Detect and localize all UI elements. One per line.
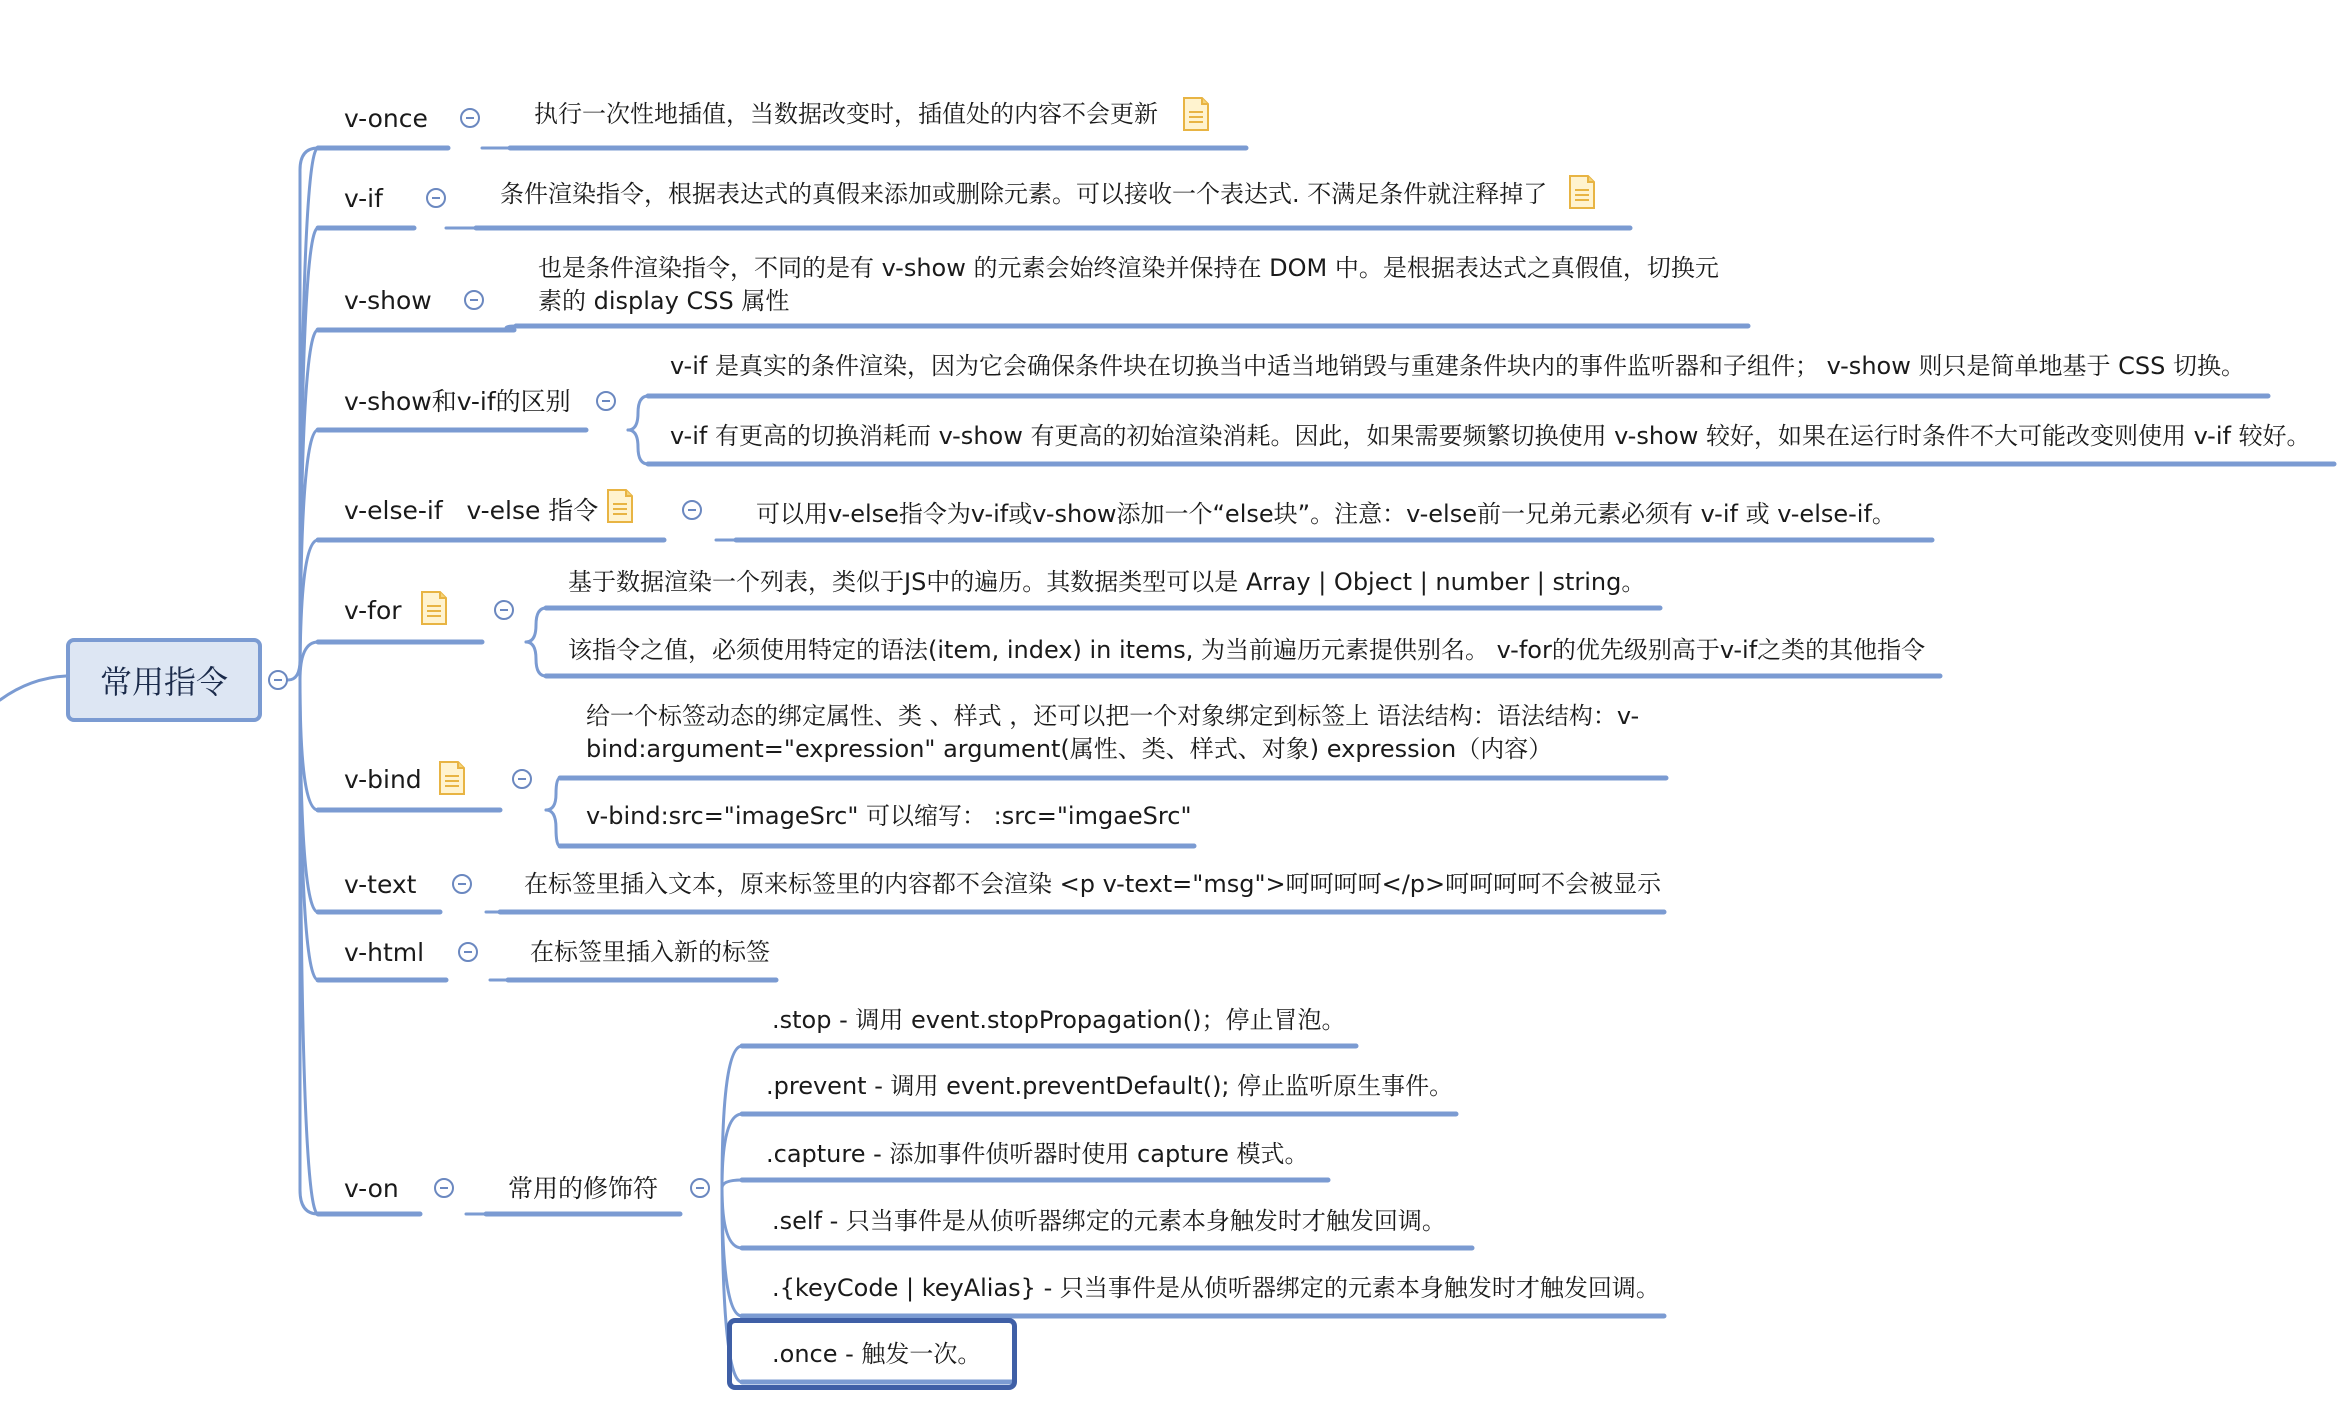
leaf-connector [722,1188,742,1248]
leaf-v-else[interactable]: 可以用v-else指令为v-if或v-show添加一个“else块”。注意：v-else前一兄弟元素必须有 v-if 或 v-else-if。 [756,500,1896,528]
root-collapse-icon[interactable] [268,670,288,690]
branch-modifiers[interactable]: 常用的修饰符 [508,1174,659,1203]
branch-v-html[interactable]: v-html [344,938,425,967]
collapse-icon[interactable] [690,1178,710,1198]
leaf-v-if[interactable]: 条件渲染指令，根据表达式的真假来添加或删除元素。可以接收一个表达式. 不满足条件就注释掉了 [500,180,1548,208]
branch-v-if[interactable]: v-if [344,184,383,213]
branch-v-show-vs-v-if[interactable]: v-show和v-if的区别 [344,387,571,416]
collapse-icon[interactable] [596,391,616,411]
leaf-connector [722,1180,742,1188]
collapse-icon[interactable] [460,108,480,128]
leaf-v-once[interactable]: 执行一次性地插值，当数据改变时，插值处的内容不会更新 [534,100,1158,128]
branch-v-else-if[interactable]: v-else-if v-else 指令 [344,496,599,525]
branch-v-on[interactable]: v-on [344,1174,399,1203]
leaf-v-text[interactable]: 在标签里插入文本，原来标签里的内容都不会渲染 <p v-text="msg">呵呵呵呵</p>呵呵呵呵不会被显示 [524,870,1662,898]
leaf-modifier-prevent[interactable]: .prevent - 调用 event.preventDefault(); 停止监听原生事件。 [766,1072,1454,1100]
collapse-icon[interactable] [452,874,472,894]
leaf-connector [628,396,648,430]
leaf-connector [526,642,546,676]
branch-connector [300,642,318,680]
collapse-icon[interactable] [458,942,478,962]
leaf-modifier-capture[interactable]: .capture - 添加事件侦听器时使用 capture 模式。 [766,1140,1309,1168]
leaf-connector [722,1114,742,1188]
collapse-icon[interactable] [512,769,532,789]
root-node-label: 常用指令 [99,663,228,701]
leaf-modifier-stop[interactable]: .stop - 调用 event.stopPropagation()；停止冒泡。 [772,1006,1346,1034]
leaf-v-html[interactable]: 在标签里插入新的标签 [530,938,770,966]
leaf-connector [526,608,546,642]
branch-v-bind[interactable]: v-bind [344,765,422,794]
root-node[interactable] [66,638,262,722]
collapse-icon[interactable] [464,290,484,310]
branch-v-for[interactable]: v-for [344,596,402,625]
leaf-connector [722,1046,742,1188]
note-icon[interactable] [1182,96,1210,132]
leaf-v-bind-2[interactable]: v-bind:src="imageSrc" 可以缩写： :src="imgaeSrc" [586,802,1192,830]
collapse-icon[interactable] [494,600,514,620]
note-icon[interactable] [438,760,466,796]
branch-v-once[interactable]: v-once [344,104,428,133]
leaf-connector [546,810,560,846]
leaf-modifier-self[interactable]: .self - 只当事件是从侦听器绑定的元素本身触发时才触发回调。 [772,1207,1446,1235]
connector-line [0,676,66,700]
collapse-icon[interactable] [682,500,702,520]
note-icon[interactable] [606,488,634,524]
leaf-diff-2[interactable]: v-if 有更高的切换消耗而 v-show 有更高的初始渲染消耗。因此，如果需要频繁切换使用 v-show 较好，如果在运行时条件不大可能改变则使用 v-if 较好。 [670,422,2311,450]
leaf-v-for-2[interactable]: 该指令之值，必须使用特定的语法(item, index) in items, 为当前遍历元素提供别名。 v-for的优先级别高于v-if之类的其他指令 [568,636,1926,664]
leaf-v-bind-1[interactable]: 给一个标签动态的绑定属性、类 、样式 ，还可以把一个对象绑定到标签上 语法结构：语法结构：v-bind:argument="expression" argument(属性、类、样式、对象) expression（内容） [586,702,1640,763]
collapse-icon[interactable] [434,1178,454,1198]
collapse-icon[interactable] [426,188,446,208]
leaf-connector [546,778,560,810]
leaf-modifier-once[interactable]: .once - 触发一次。 [772,1340,982,1368]
leaf-v-for-1[interactable]: 基于数据渲染一个列表，类似于JS中的遍历。其数据类型可以是 Array | Object | number | string。 [568,568,1646,596]
leaf-diff-1[interactable]: v-if 是真实的条件渲染，因为它会确保条件块在切换当中适当地销毁与重建条件块内的事件监听器和子组件； v-show 则只是简单地基于 CSS 切换。 [670,352,2245,380]
branch-v-text[interactable]: v-text [344,870,417,899]
note-icon[interactable] [420,590,448,626]
branch-v-show[interactable]: v-show [344,286,432,315]
leaf-v-show[interactable]: 也是条件渲染指令，不同的是有 v-show 的元素会始终渲染并保持在 DOM 中。是根据表达式之真假值，切换元素的 display CSS 属性 [538,254,1719,315]
leaf-modifier-keycode[interactable]: .{keyCode | keyAlias} - 只当事件是从侦听器绑定的元素本身触发时才触发回调。 [772,1274,1660,1302]
leaf-connector [628,430,648,464]
note-icon[interactable] [1568,174,1596,210]
